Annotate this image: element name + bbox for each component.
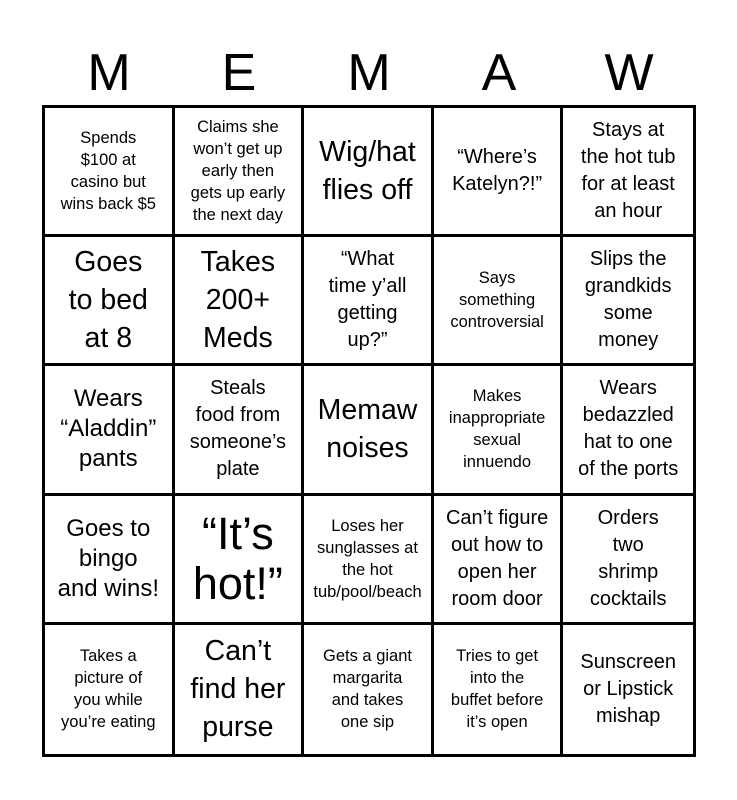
cell-text: Wears bedazzled hat to one of the ports — [578, 377, 679, 481]
bingo-cell[interactable] — [434, 496, 564, 625]
bingo-cell[interactable] — [304, 366, 434, 495]
bingo-cell[interactable] — [434, 108, 564, 237]
title-letter-m2: M — [347, 44, 391, 102]
cell-text: Takes 200+ Meds — [200, 246, 276, 355]
bingo-cell[interactable] — [304, 496, 434, 625]
bingo-cell[interactable] — [175, 496, 305, 625]
bingo-cell[interactable] — [175, 237, 305, 366]
cell-text: “Where’s Katelyn?!” — [452, 146, 543, 196]
cell-text: Stays at the hot tub for at least an hour — [580, 119, 676, 223]
title-letter-a: A — [481, 44, 517, 102]
cell-text: Orders two shrimp cocktails — [589, 506, 667, 610]
cell-text: Wig/hat flies off — [319, 136, 416, 207]
cell-text: Tries to get into the buffet before it’s open — [450, 647, 544, 732]
bingo-cell[interactable] — [304, 625, 434, 754]
cell-text: Gets a giant margarita and takes one sip — [323, 647, 412, 732]
title-letter-w: W — [604, 44, 654, 102]
cell-text: Wears “Aladdin” pants — [60, 385, 157, 473]
cell-text: “What time y’all getting up?” — [328, 248, 407, 352]
bingo-cell[interactable] — [563, 496, 693, 625]
cell-text: Makes inappropriate sexual innuendo — [448, 387, 546, 472]
bingo-cell[interactable] — [563, 366, 693, 495]
bingo-cell[interactable] — [563, 108, 693, 237]
cell-text: Can’t find her purse — [190, 635, 286, 744]
bingo-cell[interactable] — [45, 108, 175, 237]
cell-text: Sunscreen or Lipstick mishap — [580, 650, 676, 727]
title-letter-e: E — [221, 44, 257, 102]
cell-text: Can’t figure out how to open her room door — [445, 506, 549, 610]
cell-text: Steals food from someone’s plate — [189, 377, 287, 481]
bingo-cell[interactable] — [45, 625, 175, 754]
bingo-cell[interactable] — [175, 366, 305, 495]
cell-text: Takes a picture of you while you’re eating — [61, 647, 156, 732]
cell-text: Says something controversial — [450, 269, 544, 332]
cell-text: Goes to bingo and wins! — [57, 514, 159, 602]
bingo-cell[interactable] — [45, 496, 175, 625]
cell-text: Goes to bed at 8 — [68, 246, 148, 355]
bingo-cell[interactable] — [434, 366, 564, 495]
bingo-cell[interactable] — [304, 237, 434, 366]
bingo-cell[interactable] — [45, 366, 175, 495]
bingo-cell[interactable] — [563, 237, 693, 366]
bingo-cell[interactable] — [434, 237, 564, 366]
cell-text: Claims she won’t get up early then gets up early the next day — [190, 118, 286, 225]
bingo-cell[interactable] — [175, 108, 305, 237]
cell-text: Memaw noises — [317, 394, 418, 465]
bingo-cell[interactable] — [434, 625, 564, 754]
cell-text: Slips the grandkids some money — [584, 248, 672, 352]
bingo-board — [42, 105, 696, 757]
bingo-cell[interactable] — [304, 108, 434, 237]
cell-text: “It’s hot!” — [192, 507, 283, 609]
cell-text: Spends $100 at casino but wins back $5 — [60, 129, 156, 214]
bingo-cell[interactable] — [563, 625, 693, 754]
bingo-cell[interactable] — [45, 237, 175, 366]
title-letter-m1: M — [87, 44, 131, 102]
bingo-cell[interactable] — [175, 625, 305, 754]
cell-text: Loses her sunglasses at the hot tub/pool/beach — [313, 516, 422, 601]
bingo-title — [44, 40, 694, 106]
